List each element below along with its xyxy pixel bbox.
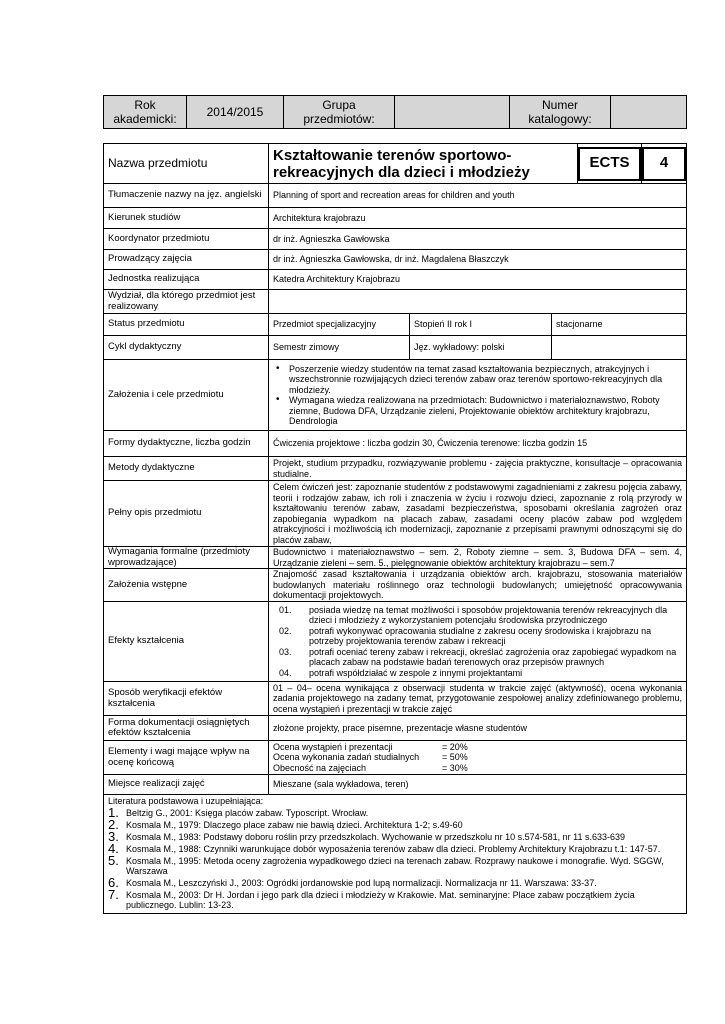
goal-item: • Poszerzenie wiedzy studentów na temat zasad kształtowania bezpiecznych, atrakcyjnych i wszechstronnie rozwijających dzieci terenów zabaw oraz terenów sportowo-rekreacyjnych dla młodzieży. [287, 364, 682, 396]
literature-num: 5. [108, 852, 119, 868]
ects-value-cell [642, 144, 687, 184]
effect-text: potrafi wykonywać opracowania studialne z zakresu oceny środowiska i krajobrazu na potrzeby projektowania terenów zabaw i rekreacji [309, 625, 652, 647]
description-label: Pełny opis przedmiotu [104, 481, 269, 547]
course-table [103, 143, 687, 914]
weight-row [273, 742, 682, 753]
effect-num: 01. [279, 604, 292, 615]
header-table [103, 95, 687, 129]
mode-value: stacjonarne [552, 314, 687, 336]
grupa-label: Grupa przedmiotów: [284, 96, 395, 129]
literature-num: 1. [108, 804, 119, 820]
coordinator-label: Koordynator przedmiotu [104, 229, 269, 250]
faculty-value [269, 290, 687, 314]
effect-item [273, 626, 682, 647]
weight-row [273, 752, 682, 763]
cycle-label: Cykl dydaktyczny [104, 336, 269, 360]
effect-item [273, 668, 682, 679]
coordinator-value: dr inż. Agnieszka Gawłowska [269, 229, 687, 250]
requirements-value: Budownictwo i materiałoznawstwo – sem. 2, Roboty ziemne – sem. 3, Budowa DFA – sem. 4, Urządzanie zieleni – sem. 5., pielęgnowanie obiektów architektury krajobrazu – sem.7 [269, 547, 687, 569]
documentation-value: złożone projekty, prace pisemne, prezentacje własne studentów [269, 716, 687, 741]
ects-value: 4 [642, 147, 686, 181]
requirements-label: Wymagania formalne (przedmioty wprowadzające) [104, 547, 269, 569]
documentation-label: Forma dokumentacji osiągniętych efektów kształcenia [104, 716, 269, 741]
effects-value [269, 602, 687, 682]
unit-value: Katedra Architektury Krajobrazu [269, 270, 687, 290]
effect-num: 04. [279, 667, 292, 678]
goals-label: Założenia i cele przedmiotu [104, 360, 269, 431]
verification-value: 01 – 04– ocena wynikająca z obserwacji studenta w trakcie zajęć (aktywność), ocena wykonania zadania projektowego na zadany temat, przygotowanie zespołowej analizy zdefiniowanego problemu, ocena wystąpień i prezentacji w trakcie zajęć [269, 682, 687, 716]
forms-value: Ćwiczenia projektowe : liczba godzin 30, Ćwiczenia terenowe: liczba godzin 15 [269, 431, 687, 457]
course-name-label: Nazwa przedmiotu [104, 144, 269, 184]
literature-item [108, 840, 682, 856]
cycle-value: Semestr zimowy [269, 336, 410, 360]
weight-row [273, 763, 682, 774]
weight-value: = 30% [442, 762, 468, 773]
weight-value: = 20% [442, 741, 468, 752]
status-value: Przedmiot specjalizacyjny [269, 314, 410, 336]
rok-value: 2014/2015 [187, 96, 284, 129]
literature-section [104, 795, 687, 914]
goals-value [269, 360, 687, 431]
numer-label: Numer katalogowy: [510, 96, 611, 129]
numer-value [611, 96, 687, 129]
literature-item [108, 816, 682, 832]
literature-item [108, 852, 682, 877]
course-title [269, 144, 578, 184]
literature-text: Kosmala M., 1995: Metoda oceny zagrożenia wypadkowego dzieci na terenach zabaw. Rozprawy naukowe i monografie. Wyd. SGGW, Warszawa [126, 855, 664, 876]
effects-label: Efekty kształcenia [104, 602, 269, 682]
weight-name: Ocena wykonania zadań studialnych [273, 752, 420, 763]
literature-text: Kosmala M., 1983: Podstawy doboru roślin przy przedszkolach. Wychowanie w przedszkolu nr 10 s.574-581, nr 11 s.633-639 [126, 831, 626, 842]
literature-num: 7. [108, 886, 119, 902]
literature-text: Kosmala M., 1988: Czynniki warunkujące dobór wyposażenia terenów zabaw dla dzieci. Problemy Architektury Krajobrazu t.1: 147-57. [126, 843, 661, 854]
description-value: Celem ćwiczeń jest: zapoznanie studentów z podstawowymi zagadnieniami z zakresu pojęcia zabawy, teorii i rodzajów zabaw, ich roli i znaczenia w życiu i rozwoju dzieci, zapoznanie z rolą przyrody w kształtowaniu terenów zabaw, zasadami bezpieczeństwa, sposobami określania zagrożeń oraz zapobiegania wypadkom na placach zabaw, zasadami oceny placów zabaw pod względem atrakcyjności i możliwością ich modernizacji, zapoznanie z przepisami prawnymi odnoszącymi się do placów zabaw, [269, 481, 687, 547]
literature-num: 2. [108, 816, 119, 832]
literature-item [108, 886, 682, 911]
empty-cell [552, 336, 687, 360]
methods-value: Projekt, studium przypadku, rozwiązywanie problemu - zajęcia praktyczne, konsultacje – opracowania studialne. [269, 457, 687, 481]
language-value: Jęz. wykładowy: polski [410, 336, 552, 360]
literature-text: Beltzig G., 2001: Księga placów zabaw. Typoscript. Wrocław. [126, 807, 369, 818]
weight-name: Ocena wystąpień i prezentacji [273, 741, 393, 752]
literature-num: 4. [108, 840, 119, 856]
effect-item [273, 605, 682, 626]
ects-label: ECTS [578, 147, 641, 181]
place-label: Miejsce realizacji zajęć [104, 775, 269, 795]
effect-num: 02. [279, 625, 292, 636]
effect-text: potrafi współdziałać w zespole z innymi projektantami [309, 667, 523, 678]
weights-label: Elementy i wagi mające wpływ na ocenę końcową [104, 741, 269, 775]
unit-label: Jednostka realizująca [104, 270, 269, 290]
literature-text: Kosmala M., Leszczyński J., 2003: Ogródki jordanowskie pod lupą normalizacji. Normalizacja nr 11. Warszawa: 33-37. [126, 877, 597, 888]
teachers-value: dr inż. Agnieszka Gawłowska, dr inż. Magdalena Błaszczyk [269, 250, 687, 270]
verification-label: Sposób weryfikacji efektów kształcenia [104, 682, 269, 716]
literature-num: 3. [108, 828, 119, 844]
weight-name: Obecność na zajęciach [273, 762, 367, 773]
literature-item [108, 828, 682, 844]
literature-heading: Literatura podstawowa i uzupełniająca: [108, 796, 264, 806]
direction-label: Kierunek studiów [104, 208, 269, 229]
goals-list [273, 364, 682, 427]
place-value: Mieszane (sala wykładowa, teren) [269, 775, 687, 795]
literature-num: 6. [108, 874, 119, 890]
grupa-value [395, 96, 510, 129]
literature-item [108, 804, 682, 820]
direction-value: Architektura krajobrazu [269, 208, 687, 229]
methods-label: Metody dydaktyczne [104, 457, 269, 481]
literature-text: Kosmala M., 2003: Dr H. Jordan i jego park dla dzieci i młodzieży w Krakowie. Mat. seminaryjne: Place zabaw początkiem życia publicznego. Lublin: 13-23. [126, 889, 635, 910]
forms-label: Formy dydaktyczne, liczba godzin [104, 431, 269, 457]
goal-item: • Wymagana wiedza realizowana na przedmiotach: Budownictwo i materiałoznawstwo, Roboty ziemne, Budowa DFA, Urządzanie zieleni, Projektowanie obiektów architektury krajobrazu, Dendrologia [287, 395, 682, 427]
effect-text: potrafi oceniać tereny zabaw i rekreacji, określać zagrożenia oraz zapobiegać wypadkom na placach zabaw na podstawie badań terenowych oraz przepisów prawnych [309, 646, 677, 668]
rok-label: Rok akademicki: [104, 96, 187, 129]
faculty-label: Wydział, dla którego przedmiot jest realizowany [104, 290, 269, 314]
translation-label: Tłumaczenie nazwy na jęz. angielski [104, 184, 269, 208]
effect-text: posiada wiedzę na temat możliwości i sposobów projektowania terenów rekreacyjnych dla dzieci i młodzieży z wykorzystaniem potencjału środowiska przyrodniczego [309, 604, 668, 626]
assumptions-value: Znajomość zasad kształtowania i urządzania obiektów arch. krajobrazu, stosowania materiałów budowlanych materiału roślinnego oraz technologii budowlanych; umiejętność opracowywania dokumentacji projektowych. [269, 569, 687, 602]
weight-value: = 50% [442, 752, 468, 763]
effect-item [273, 647, 682, 668]
course-title-line1: Kształtowanie terenów sportowo- [273, 146, 512, 164]
status-label: Status przedmiotu [104, 314, 269, 336]
literature-text: Kosmala M., 1979: Dlaczego place zabaw nie bawią dzieci. Architektura 1-2; s.49-60 [126, 819, 463, 830]
translation-value: Planning of sport and recreation areas for children and youth [269, 184, 687, 208]
teachers-label: Prowadzący zajęcia [104, 250, 269, 270]
level-value: Stopień II rok I [410, 314, 552, 336]
effect-num: 03. [279, 646, 292, 657]
weights-value [269, 741, 687, 775]
ects-label-cell [578, 144, 642, 184]
literature-item [108, 874, 682, 890]
course-title-line2: rekreacyjnych dla dzieci i młodzieży [273, 163, 530, 181]
assumptions-label: Założenia wstępne [104, 569, 269, 602]
